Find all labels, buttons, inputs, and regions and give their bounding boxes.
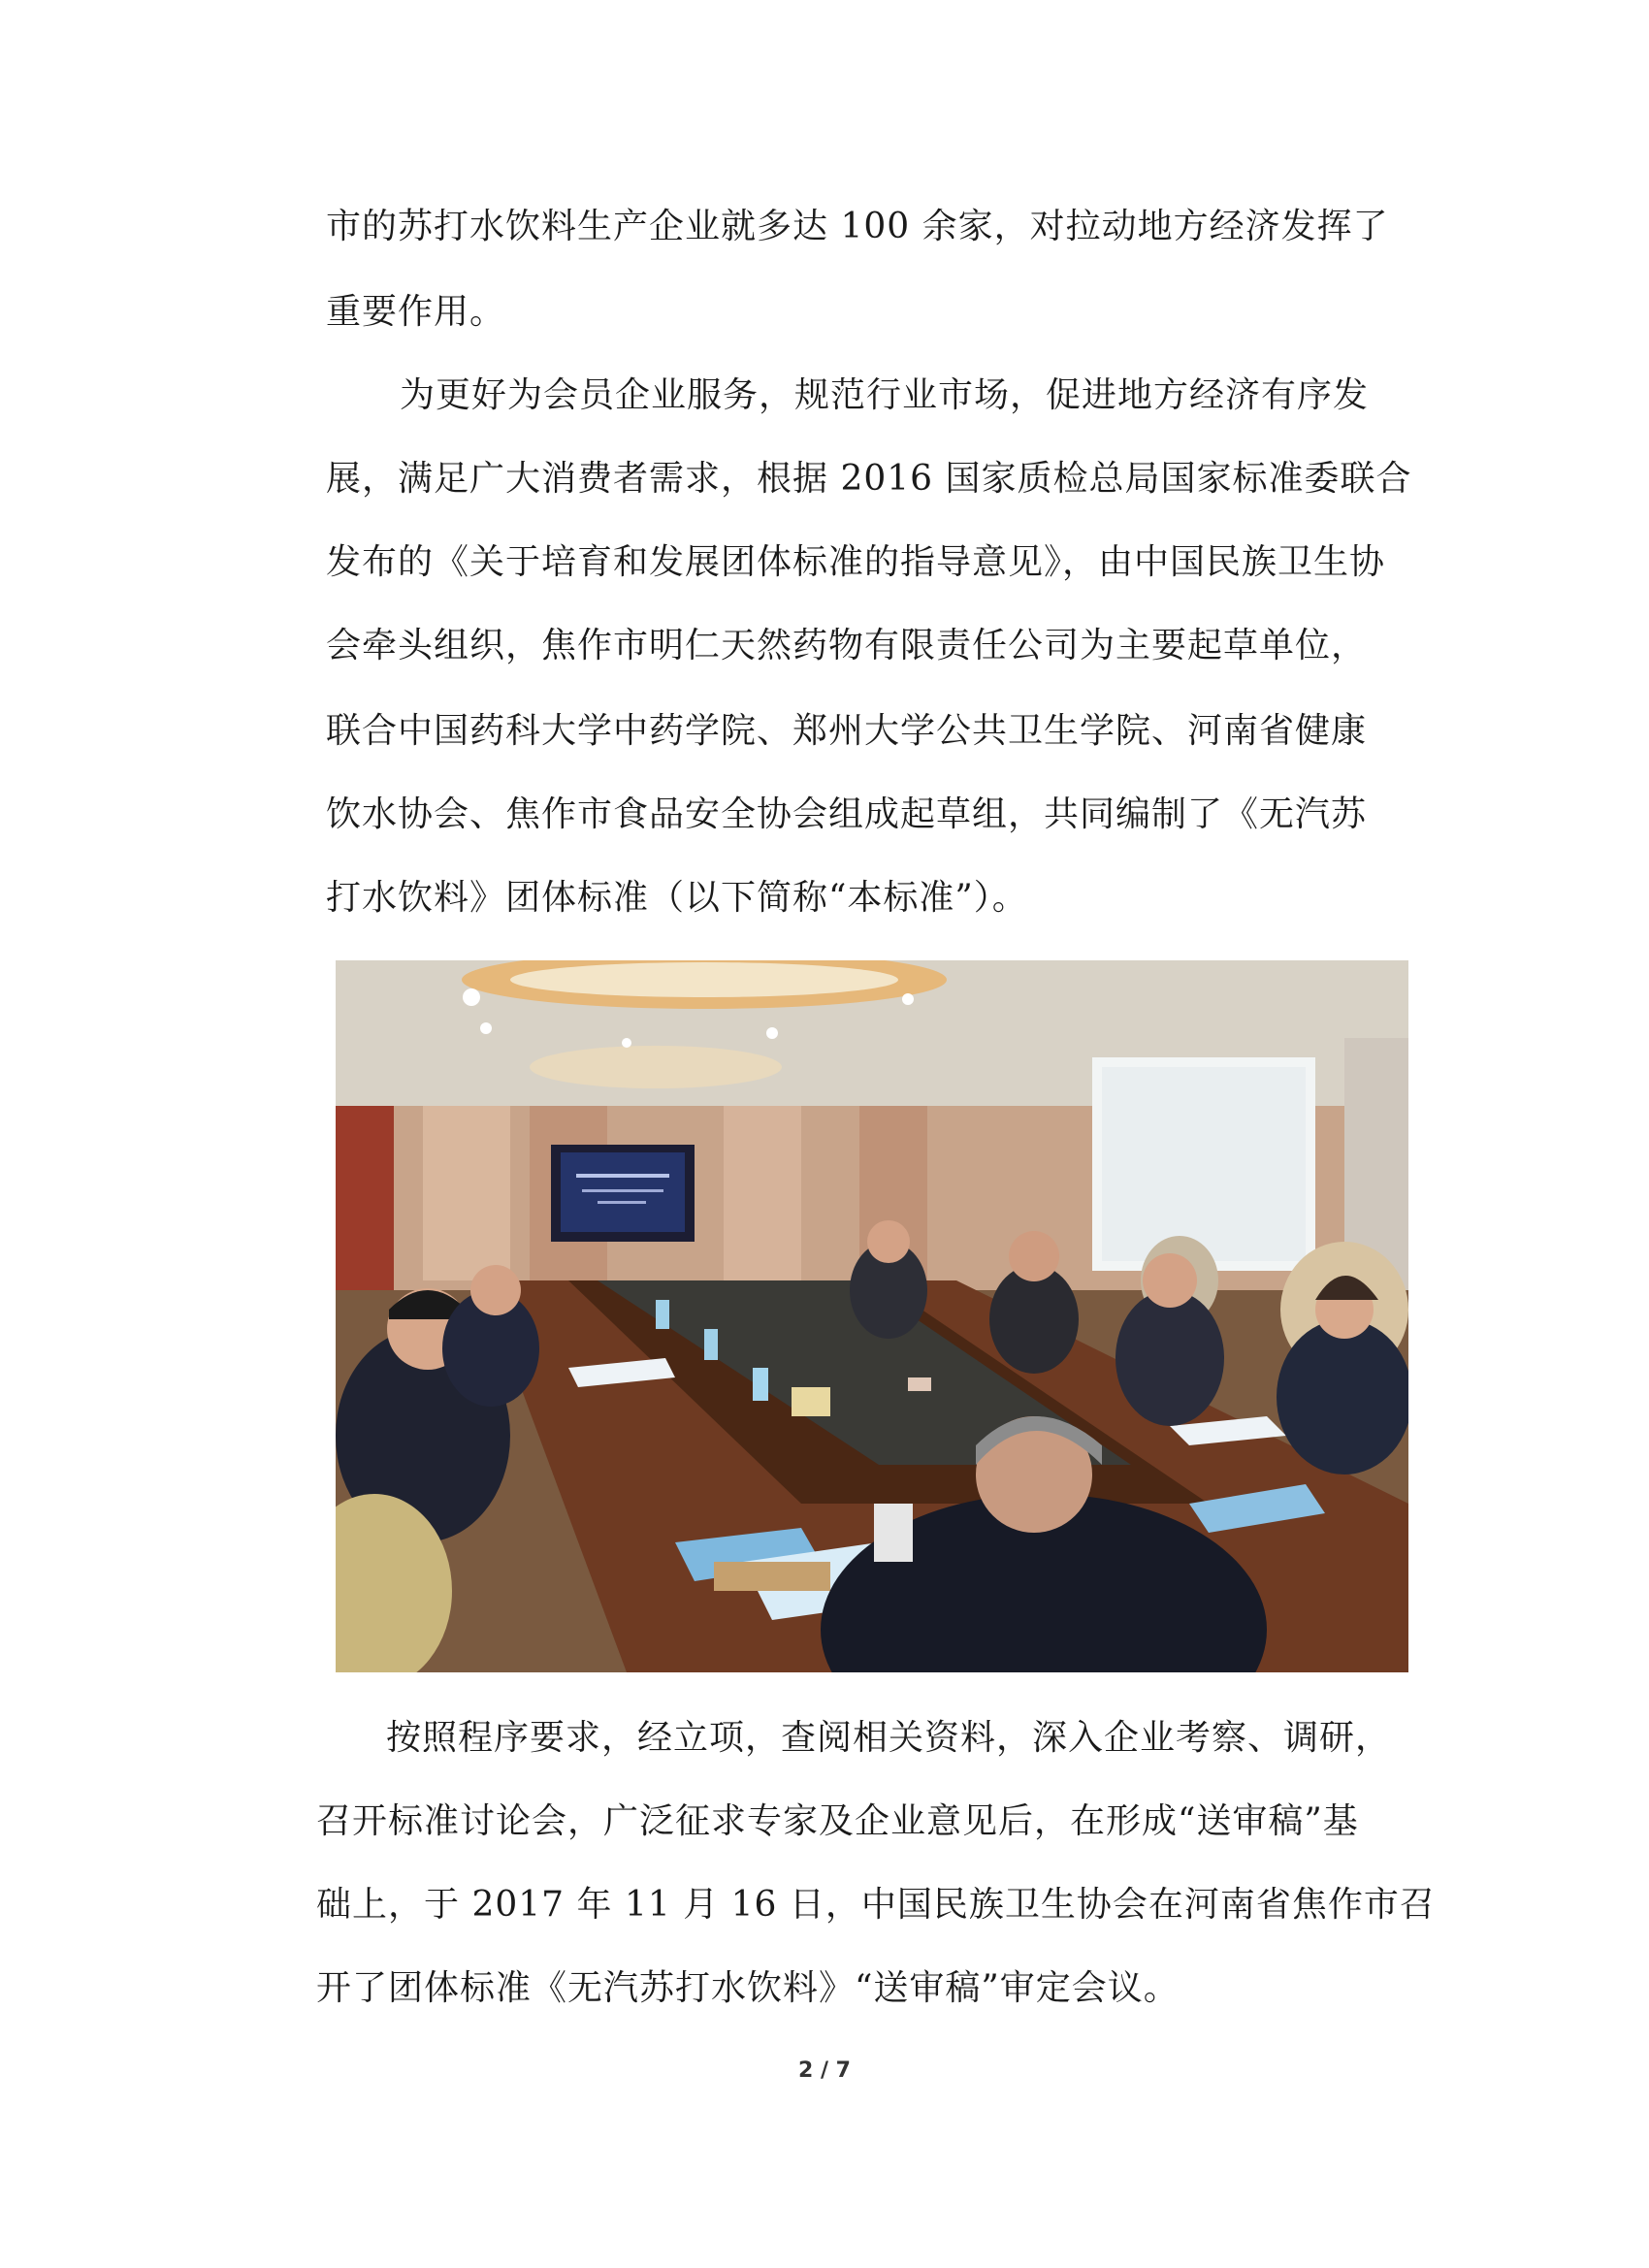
paragraph-1-line-2: 重要作用。 <box>326 292 506 332</box>
paragraph-2-line-4: 会牵头组织，焦作市明仁天然药物有限责任公司为主要起草单位， <box>326 626 1368 665</box>
paragraph-3-line-2: 召开标准讨论会，广泛征求专家及企业意见后，在形成“送审稿”基 <box>316 1801 1359 1841</box>
paragraph-2-line-6: 饮水协会、焦作市食品安全协会组成起草组，共同编制了《无汽苏 <box>326 794 1368 834</box>
paragraph-2-line-1: 为更好为会员企业服务，规范行业市场，促进地方经济有序发 <box>400 375 1370 415</box>
paragraph-3-line-3: 础上，于 2017 年 11 月 16 日，中国民族卫生协会在河南省焦作市召 <box>316 1885 1436 1925</box>
paragraph-3-line-1: 按照程序要求，经立项，查阅相关资料，深入企业考察、调研， <box>386 1718 1392 1758</box>
paragraph-1-line-1: 市的苏打水饮料生产企业就多达 100 余家，对拉动地方经济发挥了 <box>326 207 1389 246</box>
paragraph-2-line-3: 发布的《关于培育和发展团体标准的指导意见》，由中国民族卫生协 <box>326 542 1386 582</box>
meeting-photo <box>336 960 1408 1672</box>
paragraph-2-line-7: 打水饮料》团体标准（以下简称“本标准”）。 <box>326 878 1028 918</box>
paragraph-3-line-4: 开了团体标准《无汽苏打水饮料》“送审稿”审定会议。 <box>316 1968 1180 2008</box>
page-number: 2 / 7 <box>798 2058 851 2083</box>
paragraph-2-line-5: 联合中国药科大学中药学院、郑州大学公共卫生学院、河南省健康 <box>326 711 1368 751</box>
meeting-photo-icon <box>336 960 1408 1672</box>
paragraph-2-line-2: 展，满足广大消费者需求，根据 2016 国家质检总局国家标准委联合 <box>326 459 1412 499</box>
